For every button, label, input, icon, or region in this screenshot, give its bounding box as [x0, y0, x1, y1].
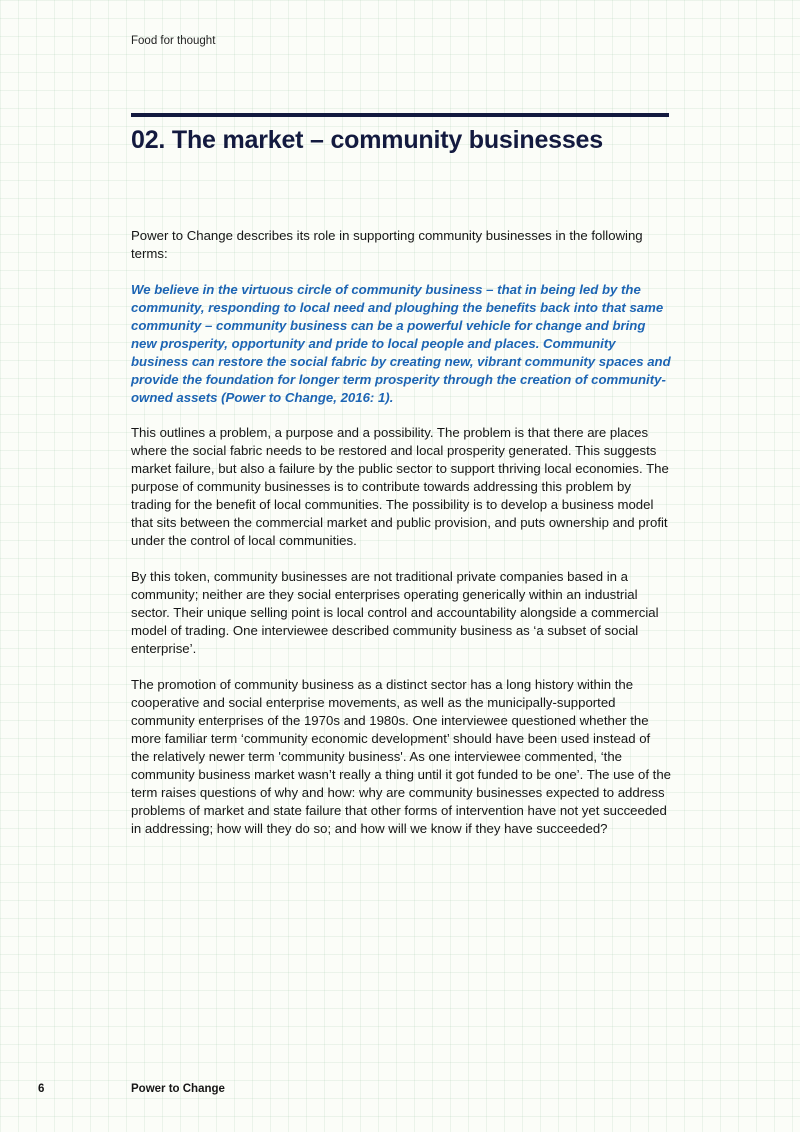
title-rule: [131, 113, 669, 117]
intro-paragraph: Power to Change describes its role in supporting community businesses in the following terms:: [131, 228, 643, 261]
page-title: 02. The market – community businesses: [131, 126, 603, 154]
body-paragraph: By this token, community businesses are not traditional private companies based in a community; neither are they social enterprises operating generically within an industrial sector. Their unique selling point is local control and accountability alongside a commercial model of trading. One interviewee described community business as ‘a subset of social enterprise’.: [131, 569, 659, 656]
body-paragraph: This outlines a problem, a purpose and a possibility. The problem is that there are places where the social fabric needs to be restored and local prosperity generated. This suggests market failure, but also a failure by the public sector to support thriving local economies. The purpose of community businesses is to contribute towards addressing this problem by trading for the benefit of local communities. The possibility is to develop a business model that sits between the commercial market and public provision, and puts ownership and profit under the control of local communities.: [131, 425, 669, 548]
pull-quote: We believe in the virtuous circle of community business – that in being led by the community, responding to local need and ploughing the benefits back into that same community – community business can be a powerful vehicle for change and bring new prosperity, opportunity and pride to local people and places. Community business can restore the social fabric by creating new, vibrant community spaces and provide the foundation for longer term prosperity through the creation of community-owned assets (Power to Change, 2016: 1).: [131, 282, 671, 405]
running-header: Food for thought: [131, 35, 216, 47]
page-number: 6: [38, 1083, 45, 1095]
body-paragraph: The promotion of community business as a distinct sector has a long history within the cooperative and social enterprise movements, as well as the municipally-supported community enterprises of the 1970s and 1980s. One interviewee questioned whether the more familiar term ‘community economic development’ should have been used instead of the relatively newer term 'community business'. As one interviewee commented, ‘the community business market wasn’t really a thing until it got funded to be one’. The use of the term raises questions of why and how: why are community businesses expected to address problems of market and state failure that other forms of intervention have not yet succeeded in addressing; how will they do so; and how will we know if they have succeeded?: [131, 677, 672, 836]
body-copy: [131, 227, 671, 856]
footer-brand: Power to Change: [131, 1083, 225, 1095]
